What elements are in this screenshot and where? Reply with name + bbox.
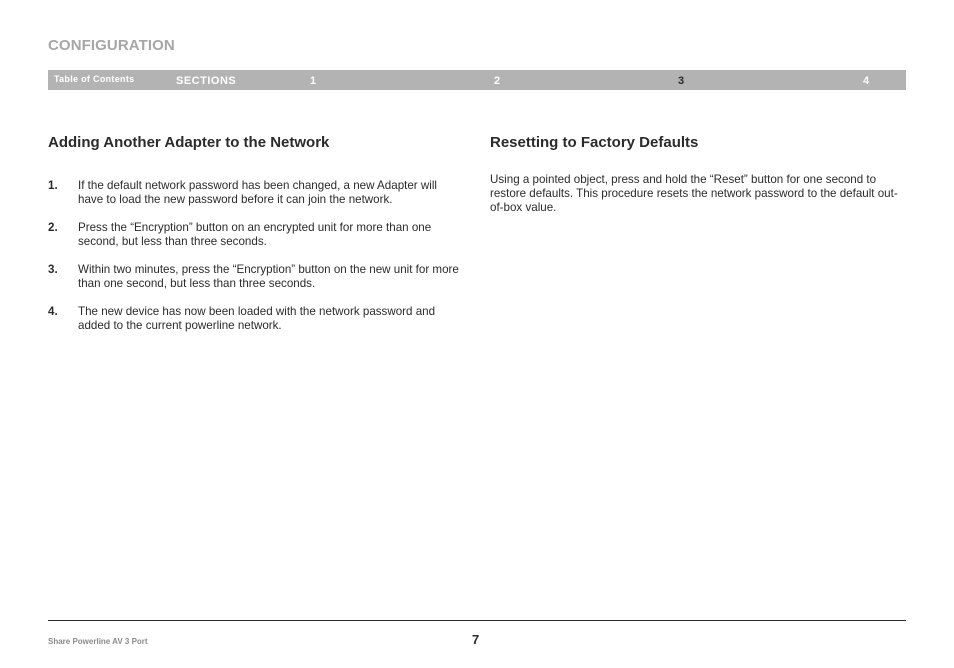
section-2-link[interactable]: 2 (494, 75, 501, 87)
step-number: 4. (48, 305, 58, 318)
page-number: 7 (472, 632, 480, 647)
left-column (48, 133, 464, 347)
section-navbar (48, 70, 906, 90)
step-text: Press the “Encryption” button on an encrypted unit for more than one second, but less than three seconds. (78, 221, 432, 248)
list-item (48, 221, 464, 249)
list-item (48, 179, 464, 207)
section-3-link[interactable]: 3 (678, 75, 685, 87)
step-text: The new device has now been loaded with the network password and added to the current powerline network. (78, 305, 436, 332)
factory-defaults-paragraph: Using a pointed object, press and hold the “Reset” button for one second to restore defaults. This procedure resets the network password to the default out-of-box value. (490, 173, 898, 214)
step-number: 1. (48, 179, 58, 192)
steps-list (48, 179, 464, 333)
section-1-link[interactable]: 1 (310, 75, 317, 87)
sections-label: SECTIONS (176, 75, 237, 87)
footer-divider (48, 620, 906, 621)
adding-adapter-heading: Adding Another Adapter to the Network (48, 134, 330, 151)
step-number: 3. (48, 263, 58, 276)
step-text: Within two minutes, press the “Encryption” button on the new unit for more than one second, but less than three seconds. (78, 263, 459, 290)
right-column (490, 133, 906, 215)
section-4-link[interactable]: 4 (863, 75, 870, 87)
step-text: If the default network password has been changed, a new Adapter will have to load the new password before it can join the network. (78, 179, 437, 206)
table-of-contents-link[interactable]: Table of Contents (54, 74, 135, 84)
section-title: CONFIGURATION (48, 37, 175, 54)
step-number: 2. (48, 221, 58, 234)
footer-product-name: Share Powerline AV 3 Port (48, 637, 148, 646)
list-item (48, 305, 464, 333)
factory-defaults-heading: Resetting to Factory Defaults (490, 134, 699, 151)
list-item (48, 263, 464, 291)
